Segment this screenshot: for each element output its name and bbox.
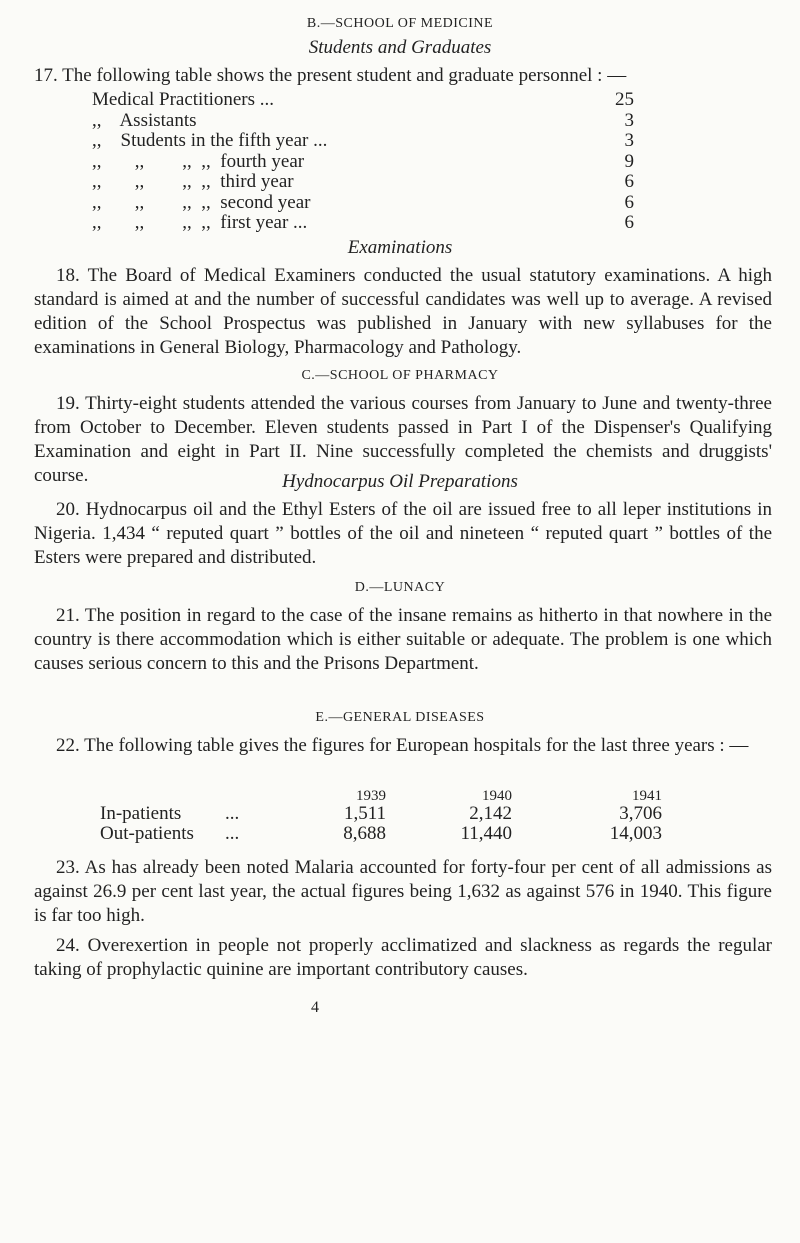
personnel-table [92, 88, 692, 232]
personnel-row [92, 170, 692, 191]
personnel-label: ,, ,, ,, ,, first year ... [92, 212, 308, 233]
para-17-intro: 17. The following table shows the present student and graduate personnel : — [34, 65, 627, 86]
section-b-heading: B.—SCHOOL OF MEDICINE [306, 16, 494, 31]
personnel-value: 25 [615, 89, 634, 110]
personnel-value: 3 [624, 130, 634, 151]
para-19: 19. Thirty-eight students attended the various courses from January to June and twenty-three from October to December. Eleven students passed in Part I of the Dispenser's Qualifying Examination and eight in Part II. Nine successfully completed the chemists and druggists' course. [34, 393, 772, 486]
row-label: Out-patients [100, 823, 194, 844]
para-23: 23. As has already been noted Malaria accounted for forty-four per cent of all admissions as against 26.9 per cent last year, the actual figures being 1,632 as against 576 in 1940. This figure is far too high. [34, 857, 772, 926]
personnel-row [92, 211, 692, 232]
table-row [100, 802, 700, 822]
year-header: 1941 [632, 788, 662, 804]
personnel-row [92, 191, 692, 212]
para-18: 18. The Board of Medical Examiners conducted the usual statutory examinations. A high standard is aimed at and the number of successful candidates was well up to average. A revised edition of the School Prospectus was published in January with new syllabuses for the examinations in General Biology, Pharmacology and Pathology. [34, 265, 772, 358]
european-hospitals-table [100, 784, 700, 842]
table-header-row [100, 784, 700, 802]
personnel-label: ,, ,, ,, ,, third year [92, 171, 294, 192]
para-22: 22. The following table gives the figures for European hospitals for the last three years : — [56, 735, 749, 756]
personnel-label: ,, Assistants [92, 109, 197, 131]
table-cell: 1,511 [343, 803, 386, 824]
table-cell: 2,142 [469, 803, 512, 824]
page-number-mark: 4 [311, 999, 319, 1016]
table-row [100, 822, 700, 842]
table-cell: 8,688 [343, 823, 386, 844]
para-21: 21. The position in regard to the case of the insane remains as hitherto in that nowhere in the country is there accommodation which is either suitable or adequate. The problem is one which causes serious concern to this and the Prisons Department. [34, 605, 772, 674]
personnel-row [92, 88, 692, 109]
personnel-value: 6 [624, 191, 634, 213]
table-cell: 11,440 [460, 823, 512, 844]
personnel-row [92, 129, 692, 150]
year-header: 1940 [482, 788, 512, 804]
section-d-heading: D.—LUNACY [354, 580, 446, 595]
personnel-row [92, 150, 692, 171]
section-c-heading: C.—SCHOOL OF PHARMACY [301, 368, 499, 383]
personnel-label: ,, ,, ,, ,, fourth year [92, 150, 305, 172]
para-20: 20. Hydnocarpus oil and the Ethyl Esters of the oil are issued free to all leper institutions in Nigeria. 1,434 “ reputed quart ” bottles of the oil and nineteen “ reputed quart ” bottles of the Esters were prepared and distributed. [34, 499, 772, 568]
table-cell: 14,003 [609, 823, 662, 844]
para-24: 24. Overexertion in people not properly acclimatized and slackness as regards the regular taking of prophylactic quinine are important contributory causes. [34, 935, 772, 980]
personnel-label: ,, ,, ,, ,, second year [92, 191, 311, 213]
personnel-row [92, 109, 692, 130]
section-e-heading: E.—GENERAL DISEASES [315, 710, 485, 725]
row-dots: ... [225, 803, 240, 824]
year-header: 1939 [356, 788, 386, 804]
personnel-value: 6 [624, 212, 634, 233]
table-cell: 3,706 [619, 803, 662, 824]
personnel-value: 3 [624, 109, 634, 131]
row-dots: ... [225, 823, 240, 844]
hydnocarpus-subheading: Hydnocarpus Oil Preparations [282, 471, 518, 492]
personnel-label: ,, Students in the fifth year ... [92, 130, 328, 151]
students-graduates-subheading: Students and Graduates [308, 37, 492, 58]
examinations-subheading: Examinations [347, 237, 453, 258]
personnel-value: 6 [624, 171, 634, 192]
personnel-label: Medical Practitioners ... [92, 89, 275, 110]
personnel-value: 9 [624, 150, 634, 172]
row-label: In-patients [100, 803, 182, 824]
